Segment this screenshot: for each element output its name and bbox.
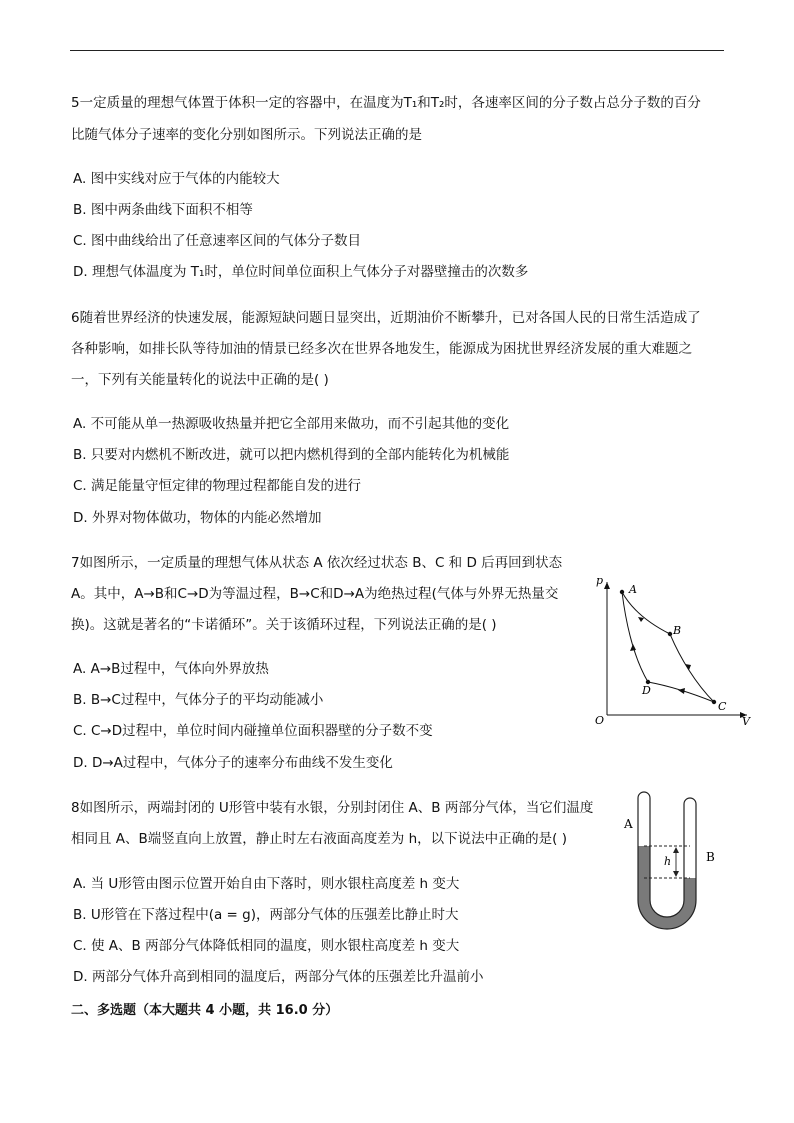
section-heading-multiple-choice: 二、多选题（本大题共 4 小题，共 16.0 分） (71, 1003, 339, 1018)
curve-a-to-b (622, 592, 670, 634)
q6-stem-line-1: 6随着世界经济的快速发展，能源短缺问题日显突出，近期油价不断攀升，已对各国人民的日常生活造成了 (71, 310, 701, 326)
q6-option-a[interactable]: A. 不可能从单一热源吸收热量并把它全部用来做功，而不引起其他的变化 (73, 416, 510, 432)
carnot-cycle-diagram (592, 572, 758, 728)
q8-stem-line-1: 8如图所示，两端封闭的 U形管中装有水银，分别封闭住 A、B 两部分气体，当它们温度 (71, 800, 594, 816)
v-axis-label: V (742, 715, 750, 728)
q8-option-d[interactable]: D. 两部分气体升高到相同的温度后，两部分气体的压强差比升温前小 (73, 969, 484, 985)
q7-option-c[interactable]: C. C→D过程中，单位时间内碰撞单位面积器壁的分子数不变 (73, 723, 433, 739)
curve-d-to-a (622, 592, 648, 682)
arrow-c-to-d (678, 688, 685, 694)
header-rule (70, 50, 724, 51)
q6-option-b[interactable]: B. 只要对内燃机不断改进，就可以把内燃机得到的全部内能转化为机械能 (73, 447, 510, 463)
origin-label: O (595, 714, 605, 727)
tube-label-a: A (624, 817, 633, 831)
q7-stem-line-2: A。其中，A→B和C→D为等温过程，B→C和D→A为绝热过程(气体与外界无热量交 (71, 586, 559, 602)
tube-label-b: B (706, 850, 715, 864)
point-d-label: D (642, 684, 651, 697)
q8-option-c[interactable]: C. 使 A、B 两部分气体降低相同的温度，则水银柱高度差 h 变大 (73, 938, 460, 954)
q5-option-b[interactable]: B. 图中两条曲线下面积不相等 (73, 202, 253, 218)
q6-option-c[interactable]: C. 满足能量守恒定律的物理过程都能自发的进行 (73, 478, 362, 494)
height-arrow-bottom-head (673, 871, 679, 877)
point-b-label: B (673, 624, 682, 637)
height-arrow-top-head (673, 847, 679, 853)
point-c (712, 700, 716, 704)
point-a (620, 590, 624, 594)
q5-stem-line-2: 比随气体分子速率的变化分别如图所示。下列说法正确的是 (71, 127, 422, 143)
q7-stem-line-3: 换)。这就是著名的“卡诺循环”。关于该循环过程，下列说法正确的是( ) (71, 617, 497, 633)
q6-stem-line-3: 一，下列有关能量转化的说法中正确的是( ) (71, 372, 329, 388)
q6-option-d[interactable]: D. 外界对物体做功，物体的内能必然增加 (73, 510, 322, 526)
q8-option-b[interactable]: B. U形管在下落过程中(a = g)，两部分气体的压强差比静止时大 (73, 907, 459, 923)
point-b (668, 632, 672, 636)
q7-stem-line-1: 7如图所示，一定质量的理想气体从状态 A 依次经过状态 B、C 和 D 后再回到状态 (71, 555, 563, 571)
q5-option-c[interactable]: C. 图中曲线给出了任意速率区间的气体分子数目 (73, 233, 362, 249)
q6-stem-line-2: 各种影响，如排长队等待加油的情景已经多次在世界各地发生，能源成为困扰世界经济发展的重大难题之 (71, 341, 692, 357)
height-label: h (664, 855, 672, 868)
q8-stem-line-2: 相同且 A、B端竖直向上放置，静止时左右液面高度差为 h，以下说法中正确的是( ) (71, 831, 567, 847)
q7-option-b[interactable]: B. B→C过程中，气体分子的平均动能减小 (73, 692, 324, 708)
q5-stem-line-1: 5一定质量的理想气体置于体积一定的容器中，在温度为T₁和T₂时，各速率区间的分子数占总分子数的百分 (71, 95, 701, 111)
q5-option-a[interactable]: A. 图中实线对应于气体的内能较大 (73, 171, 280, 187)
arrow-a-to-b (638, 617, 644, 622)
u-tube-diagram (620, 790, 730, 938)
q7-option-d[interactable]: D. D→A过程中，气体分子的速率分布曲线不发生变化 (73, 755, 393, 771)
curve-b-to-c (670, 634, 714, 702)
arrow-d-to-a (630, 644, 636, 651)
p-axis-label: p (596, 574, 604, 587)
q5-option-d[interactable]: D. 理想气体温度为 T₁时，单位时间单位面积上气体分子对器壁撞击的次数多 (73, 264, 529, 280)
q7-option-a[interactable]: A. A→B过程中，气体向外界放热 (73, 661, 269, 677)
point-a-label: A (629, 583, 637, 596)
point-c-label: C (718, 700, 727, 713)
q8-option-a[interactable]: A. 当 U形管由图示位置开始自由下落时，则水银柱高度差 h 变大 (73, 876, 460, 892)
